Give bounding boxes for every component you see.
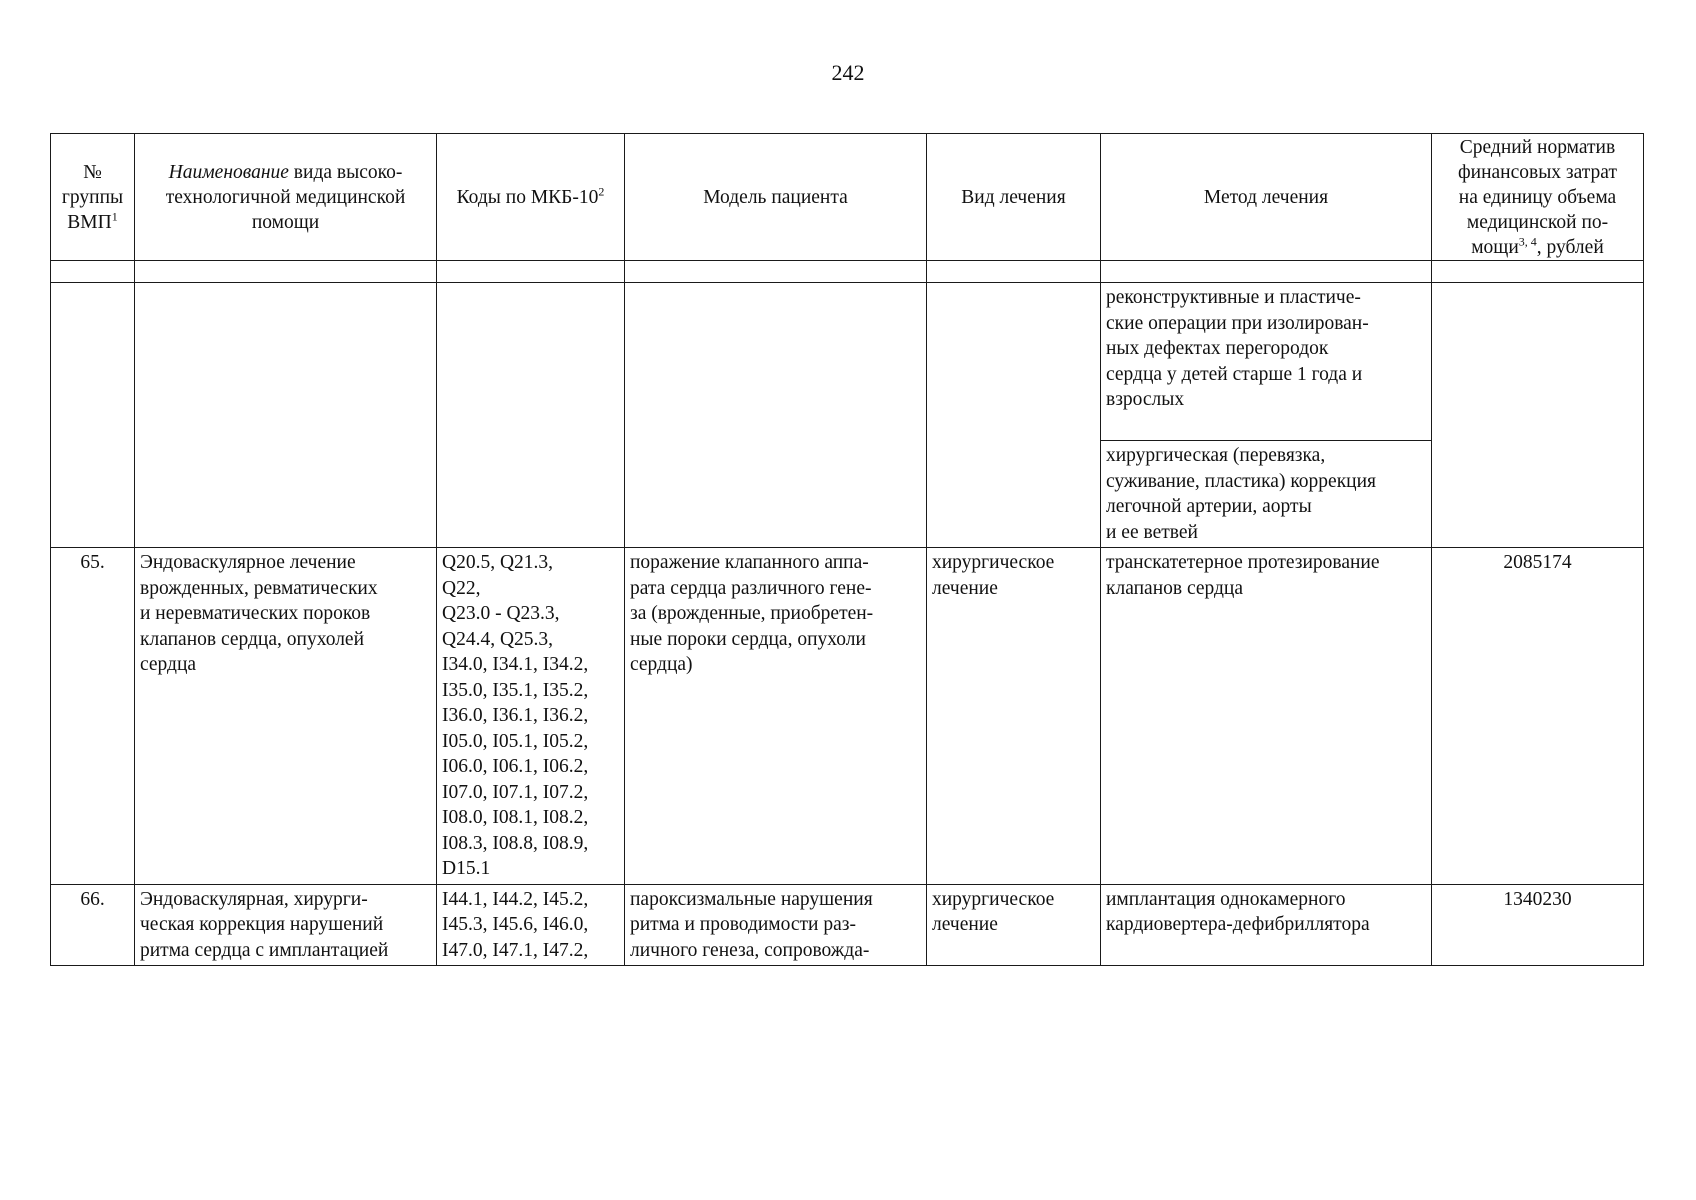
cell-codes: I44.1, I44.2, I45.2, I45.3, I45.6, I46.0, I47.0, I47.1, I47.2, [437, 884, 625, 966]
cell-codes: Q20.5, Q21.3, Q22, Q23.0 - Q23.3, Q24.4, Q25.3, I34.0, I34.1, I34.2, I35.0, I35.1, I35.2, I36.0, I36.1, I36.2, I05.0, I05.1, I05.2, I06.0, I06.1, I06.2, I07.0, I07.1, I07.2, I08.0, I08.1, I08.2, I08.3, I08.8, I08.9, D15.1 [437, 548, 625, 885]
header-treatment-type: Вид лечения [927, 134, 1101, 261]
cell-model: поражение клапанного аппа- рата сердца различного гене- за (врожденные, приобретен- ные пороки сердца, опухоли сердца) [625, 548, 927, 885]
header-name: Наименование вида высоко- технологичной медицинской помощи [135, 134, 437, 261]
header-cost: Средний норматив финансовых затрат на единицу объема медицинской по- мощи$^{3, 4}$, рублей [1432, 134, 1644, 261]
cell-method: транскатетерное протезирование клапанов сердца [1101, 548, 1432, 885]
method-item: хирургическая (перевязка, суживание, пластика) коррекция легочной артерии, аорты и ее ветвей [1106, 445, 1377, 543]
table-row-65 [51, 548, 1644, 885]
table-header-row [51, 134, 1644, 261]
cell-num [51, 283, 135, 548]
cell-name: Эндоваскулярное лечение врожденных, ревматических и неревматических пороков клапанов сердца, опухолей сердца [135, 548, 437, 885]
vmp-table-container [50, 133, 1644, 966]
cell-cost: 1340230 [1432, 884, 1644, 966]
cell-num: 66. [51, 884, 135, 966]
header-codes: Коды по МКБ-$10^2$ [437, 134, 625, 261]
cell-cost [1432, 283, 1644, 548]
table-row-66 [51, 884, 1644, 966]
cell-codes [437, 283, 625, 548]
cell-model: пароксизмальные нарушения ритма и проводимости раз- личного генеза, сопровожда- [625, 884, 927, 966]
cell-name: Эндоваскулярная, хирурги- ческая коррекция нарушений ритма сердца с имплантацией [135, 884, 437, 966]
cell-treatment-type [927, 283, 1101, 548]
cell-num: 65. [51, 548, 135, 885]
header-spacer-row [51, 261, 1644, 283]
cell-model [625, 283, 927, 548]
cell-treatment-type: хирургическое лечение [927, 884, 1101, 966]
table-row-continued [51, 283, 1644, 548]
header-group-no: № группы ВМП$^1$ [51, 134, 135, 261]
page-number: 242 [831, 60, 865, 85]
header-model: Модель пациента [625, 134, 927, 261]
cell-name [135, 283, 437, 548]
cell-method: имплантация однокамерного кардиовертера-дефибриллятора [1101, 884, 1432, 966]
cell-cost: 2085174 [1432, 548, 1644, 885]
method-item: реконструктивные и пластиче- ские операции при изолирован- ных дефектах перегородок сердца у детей старше 1 года и взрослых [1101, 283, 1431, 441]
cell-method [1101, 283, 1432, 548]
cell-treatment-type: хирургическое лечение [927, 548, 1101, 885]
vmp-table [50, 133, 1644, 966]
header-method: Метод лечения [1101, 134, 1432, 261]
